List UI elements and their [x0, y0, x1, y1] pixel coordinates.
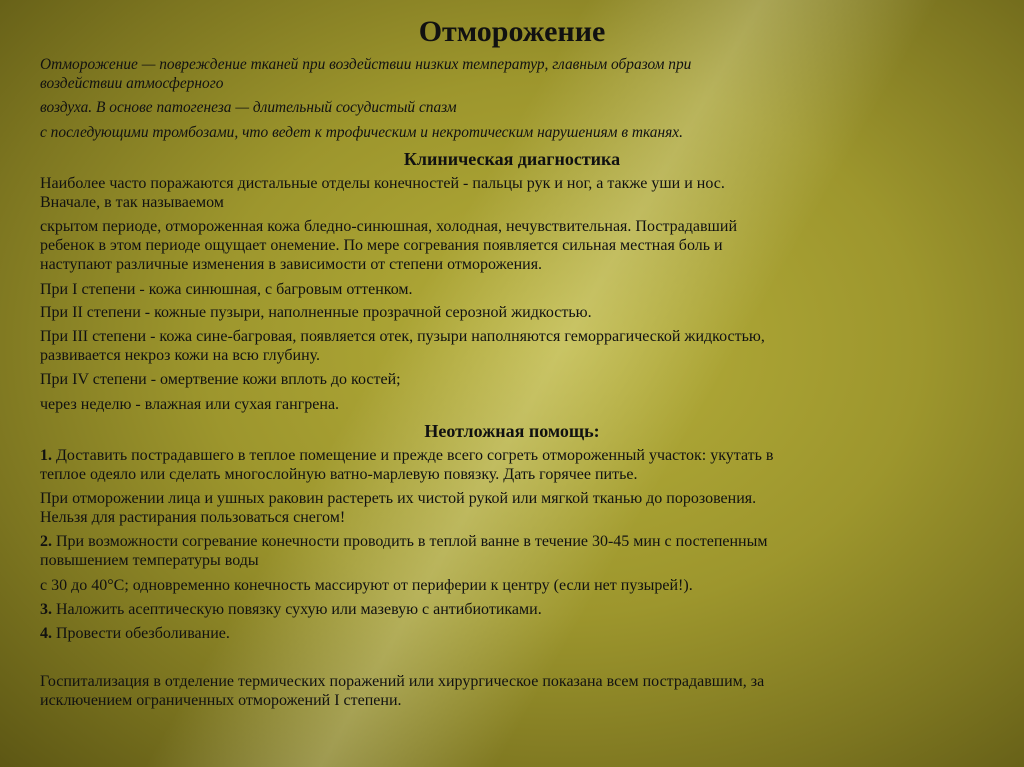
- step-3-text: Наложить асептическую повязку сухую или мазевую с антибиотиками.: [52, 601, 542, 618]
- diagnostics-line: Наиболее часто поражаются дистальные отделы конечностей - пальцы рук и ног, а также уши и нос.: [40, 175, 725, 192]
- step-1-line: теплое одеяло или сделать многослойную ватно-марлевую повязку. Дать горячее питье.: [40, 466, 638, 483]
- step-2-text: При возможности согревание конечности проводить в теплой ванне в течение 30-45 мин с постепенным: [52, 533, 768, 550]
- step-1-text: Доставить пострадавшего в теплое помещение и прежде всего согреть отмороженный участок: укутать в: [52, 447, 774, 464]
- diagnostics-line: скрытом периоде, отмороженная кожа бледно-синюшная, холодная, нечувствительная. Пострадавший: [40, 218, 737, 235]
- hospitalization-line: исключением ограниченных отморожений I степени.: [40, 692, 402, 709]
- diagnostics-line: наступают различные изменения в зависимости от степени отморожения.: [40, 256, 543, 273]
- degree-1-line: При I степени - кожа синюшная, с багровым оттенком.: [40, 281, 413, 298]
- emergency-heading: Неотложная помощь:: [424, 421, 600, 441]
- step-2-line: повышением температуры воды: [40, 552, 259, 569]
- step-1-line: [40, 447, 990, 465]
- step-3-number: 3.: [40, 601, 52, 618]
- step-2-number: 2.: [40, 533, 52, 550]
- degree-3-line: При III степени - кожа сине-багровая, появляется отек, пузыри наполняются геморрагической жидкостью,: [40, 328, 765, 345]
- hospitalization-line: Госпитализация в отделение термических поражений или хирургическое показана всем пострадавшим, за: [40, 673, 765, 690]
- step-4-line: [40, 625, 990, 643]
- step-4-number: 4.: [40, 625, 52, 642]
- intro-line: с последующими тромбозами, что ведет к трофическим и некротическим нарушениям в тканях.: [40, 124, 683, 141]
- step-3-line: [40, 601, 990, 619]
- degree-2-line: При II степени - кожные пузыри, наполненные прозрачной серозной жидкостью.: [40, 304, 592, 321]
- step-4-text: Провести обезболивание.: [52, 625, 230, 642]
- diagnostics-line: ребенок в этом периоде ощущает онемение. По мере согревания появляется сильная местная боль и: [40, 237, 723, 254]
- step-2-line: с 30 до 40°С; одновременно конечность массируют от периферии к центру (если нет пузырей!).: [40, 577, 693, 594]
- intro-line: воздействии атмосферного: [40, 75, 224, 92]
- intro-line: Отморожение — повреждение тканей при воздействии низких температур, главным образом при: [40, 56, 692, 73]
- degree-4-line: При IV степени - омертвение кожи вплоть до костей;: [40, 371, 401, 388]
- degree-3-line: развивается некроз кожи на всю глубину.: [40, 347, 321, 364]
- intro-line: воздуха. В основе патогенеза — длительный сосудистый спазм: [40, 99, 457, 116]
- step-2-line: [40, 533, 990, 551]
- diagnostics-line: Вначале, в так называемом: [40, 194, 224, 211]
- step-1-number: 1.: [40, 447, 52, 464]
- degree-4-line: через неделю - влажная или сухая гангрена.: [40, 396, 340, 413]
- diagnostics-heading: Клиническая диагностика: [403, 149, 621, 169]
- slide-title: Отморожение: [418, 15, 606, 48]
- step-1-line: При отморожении лица и ушных раковин растереть их чистой рукой или мягкой тканью до порозовения.: [40, 490, 757, 507]
- step-1-line: Нельзя для растирания пользоваться снегом!: [40, 509, 346, 526]
